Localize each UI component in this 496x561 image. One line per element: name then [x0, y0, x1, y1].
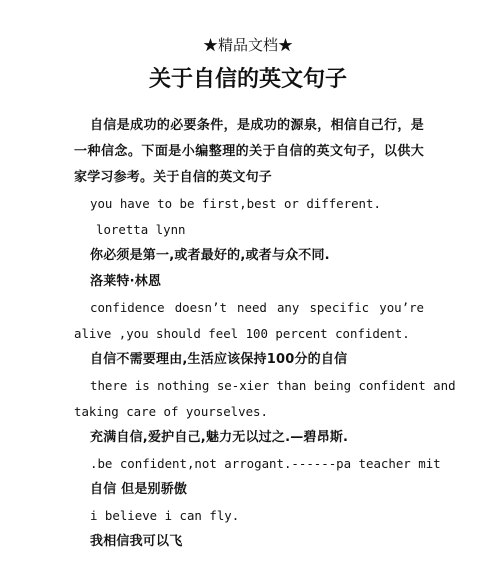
quote-english: alive ,you should feel 100 percent confident. — [74, 326, 410, 341]
quote-chinese: 自信 但是别骄傲 — [90, 482, 188, 497]
quote-chinese: 你必须是第一,或者最好的,或者与众不同. — [90, 248, 330, 263]
quote-chinese: 我相信我可以飞 — [90, 534, 183, 549]
quote-author: loretta lynn — [96, 222, 186, 237]
quote-author-chinese: 洛莱特·林恩 — [90, 274, 162, 289]
quote-english: taking care of yourselves. — [74, 404, 268, 419]
quote-chinese: 自信不需要理由,生活应该保持100分的自信 — [90, 352, 348, 367]
quote-english: there is nothing se-xier than being confident and — [90, 378, 456, 393]
paragraph-line: 自信是成功的必要条件，是成功的源泉，相信自己行，是 — [90, 118, 424, 133]
page-title: 关于自信的英文句子 — [148, 67, 347, 92]
document-badge: ★精品文档★ — [202, 36, 293, 54]
quote-english: you have to be first,best or different. — [90, 196, 381, 211]
paragraph-line: 家学习参考。关于自信的英文句子 — [74, 170, 273, 185]
quote-english: i believe i can fly. — [90, 508, 240, 523]
quote-english: confidence doesn’t need any specific you’re — [90, 300, 424, 315]
quote-english: .be confident,not arrogant.------pa teacher mit — [90, 456, 441, 471]
paragraph-line: 一种信念。下面是小编整理的关于自信的英文句子，以供大 — [74, 144, 424, 159]
quote-chinese: 充满自信,爱护自己,魅力无以过之.—碧昂斯. — [90, 430, 349, 445]
